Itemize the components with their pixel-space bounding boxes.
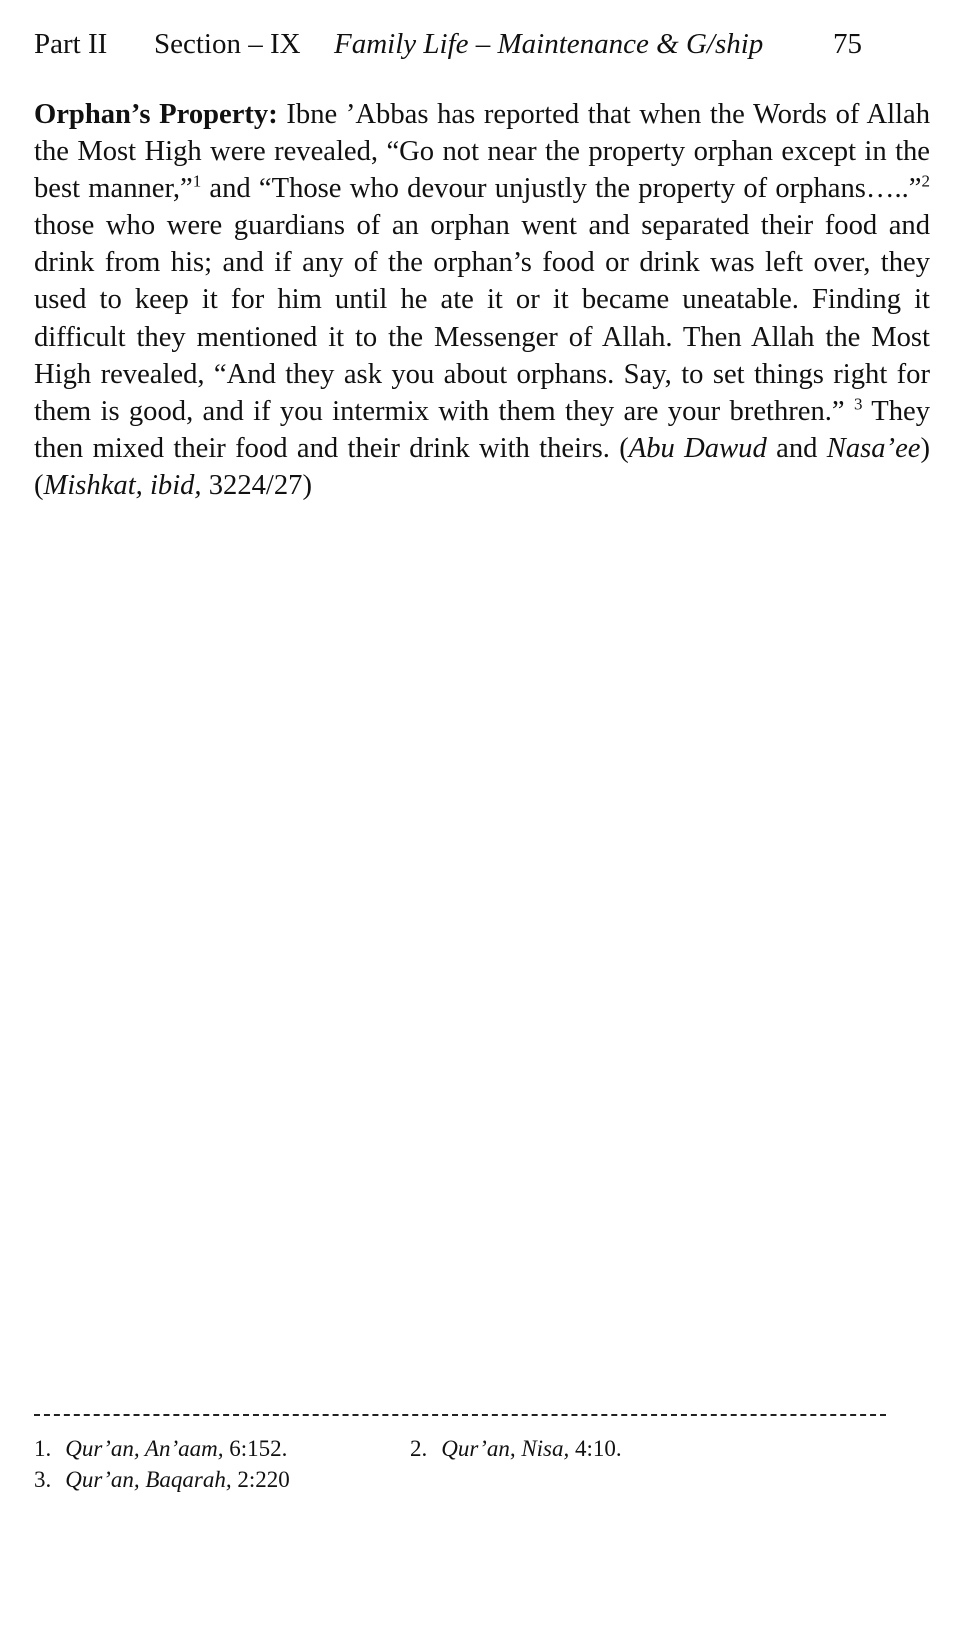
citation-number: 3224/27) <box>201 469 312 501</box>
footnote-ref-2: 2 <box>921 171 930 191</box>
page-number: 75 <box>833 28 862 60</box>
footnote-ref: 4:10. <box>569 1436 622 1461</box>
footnote-number: 3. <box>34 1467 52 1492</box>
footnote-row <box>34 1433 894 1464</box>
footnote-1 <box>34 1433 287 1464</box>
citation-abu-dawud: Abu Dawud <box>628 432 767 464</box>
paragraph-text-3: those who were guardians of an orphan went and separated their food and drink from his; and if any of the orphan’s food or drink was left over, they used to keep it for him until he ate it or it became uneatable. Finding it difficult they mentioned it to the Messenger of Allah. Then Allah the Most High revealed, “And they ask you about orphans. Say, to set things right for them is good, and if you intermix with them they are your brethren.” <box>34 210 930 427</box>
paragraph-text-2: and “Those who devour unjustly the property of orphans…..” <box>201 173 922 205</box>
footnote-ref-1: 1 <box>192 171 202 191</box>
citation-and: and <box>766 432 827 464</box>
footnote-2 <box>410 1433 622 1464</box>
citation-separator: ) ( <box>34 432 930 501</box>
footnote-separator <box>34 1414 886 1416</box>
citation-mishkat: Mishkat, ibid, <box>43 469 202 501</box>
footnote-ref: 6:152. <box>223 1436 288 1461</box>
citation-open: ( <box>619 432 629 464</box>
paragraph-text-4: They then mixed their food and their drink with theirs. <box>34 395 930 464</box>
footnote-source: Qur’an, Baqarah, <box>65 1467 232 1492</box>
header-part: Part II <box>34 28 108 60</box>
paragraph-heading: Orphan’s Property: <box>34 99 278 130</box>
citation-nasaee: Nasa’ee <box>826 432 921 464</box>
footnote-source: Qur’an, Nisa, <box>441 1436 570 1461</box>
footnote-3 <box>34 1464 290 1495</box>
footnote-ref-3: 3 <box>853 394 863 414</box>
footnote-row <box>34 1464 894 1495</box>
body-paragraph <box>34 96 930 504</box>
header-chapter-title: Family Life – Maintenance & G/ship <box>334 28 764 60</box>
running-header <box>34 24 894 64</box>
footnote-source: Qur’an, An’aam, <box>65 1436 224 1461</box>
footnotes <box>34 1433 894 1495</box>
header-section: Section – IX <box>154 28 301 60</box>
footnote-number: 2. <box>410 1436 428 1461</box>
paragraph-text-1: Ibne ’Abbas has reported that when the Words of Allah the Most High were revealed, “Go not near the property orphan except in the best manner,” <box>34 99 930 205</box>
footnote-number: 1. <box>34 1436 52 1461</box>
footnote-ref: 2:220 <box>231 1467 290 1492</box>
